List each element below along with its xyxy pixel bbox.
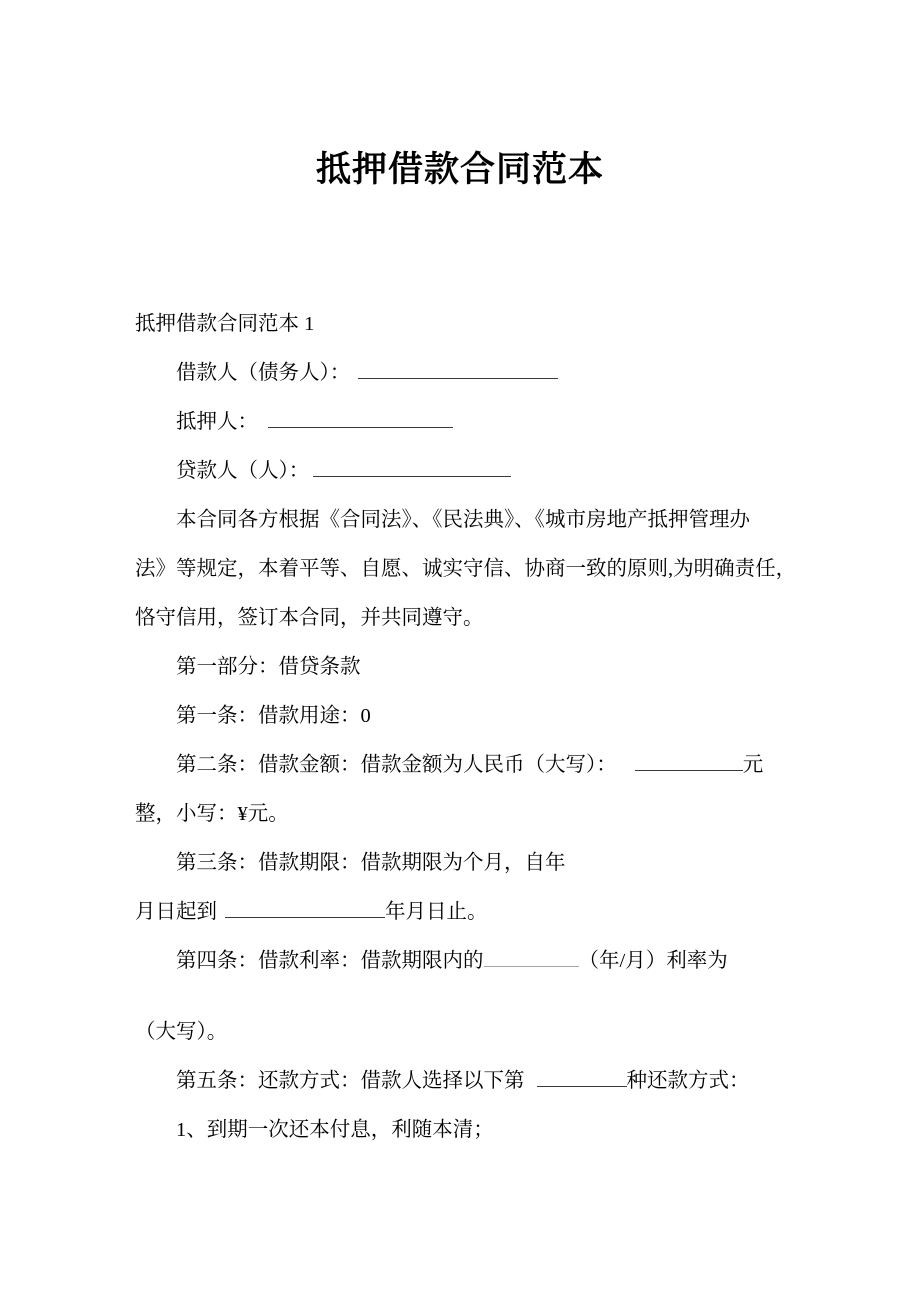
text-line [135, 496, 785, 545]
document-title: 抵押借款合同范本 [315, 150, 604, 189]
text-line [135, 398, 785, 447]
fill-in-blank [225, 898, 385, 918]
line-text: 种还款方式： [626, 1070, 750, 1092]
text-line [135, 1106, 785, 1155]
line-text: 贷款人（人）： [176, 460, 310, 482]
line-text: 借款人（债务人）： [176, 362, 351, 384]
line-text: （年/月）利率为 [578, 950, 728, 972]
fill-in-blank [268, 408, 453, 428]
fill-in-blank [635, 751, 743, 771]
line-text: 月日起到 [135, 901, 217, 923]
line-text: 第三条：借款期限：借款期限为个月，自年 [176, 852, 566, 874]
fill-in-blank [358, 359, 558, 379]
text-line [135, 1057, 785, 1106]
line-text: （大写）。 [135, 1021, 228, 1043]
line-text: 本合同各方根据《合同法》、《民法典》、《城市房地产抵押管理办 [176, 509, 750, 531]
line-text: 元 [742, 754, 764, 776]
line-text: 第四条：借款利率：借款期限内的 [176, 950, 484, 972]
line-text: 恪守信用，签订本合同，并共同遵守。 [135, 607, 484, 629]
line-text: 第一条：借款用途：0 [176, 705, 371, 727]
text-line [135, 643, 785, 692]
text-line [135, 349, 785, 398]
line-text: 法》等规定，本着平等、自愿、诚实守信、协商一致的原则,为明确责任， [135, 558, 797, 580]
line-text: 年月日止。 [385, 901, 488, 923]
text-line [135, 790, 785, 839]
text-line [135, 692, 785, 741]
text-line [135, 741, 785, 790]
line-text: 第二条：借款金额：借款金额为人民币（大写）： [176, 754, 617, 776]
text-line [135, 937, 785, 986]
text-line [135, 447, 785, 496]
line-text: 1、到期一次还本付息，利随本清； [176, 1119, 494, 1141]
text-line [135, 1008, 785, 1057]
line-text: 抵押人： [176, 411, 258, 433]
line-text: 第一部分：借贷条款 [176, 656, 361, 678]
text-line [135, 839, 785, 888]
line-text: 抵押借款合同范本 1 [135, 313, 315, 335]
line-text: 整，小写：¥元。 [135, 803, 289, 825]
fill-in-blank [484, 947, 579, 967]
fill-in-blank [537, 1067, 627, 1087]
line-text: 第五条：还款方式：借款人选择以下第 [176, 1070, 525, 1092]
text-line [135, 594, 785, 643]
document-body [0, 300, 920, 1155]
text-line [135, 545, 797, 594]
fill-in-blank [313, 457, 511, 477]
text-line [135, 300, 785, 349]
text-line [135, 888, 785, 937]
